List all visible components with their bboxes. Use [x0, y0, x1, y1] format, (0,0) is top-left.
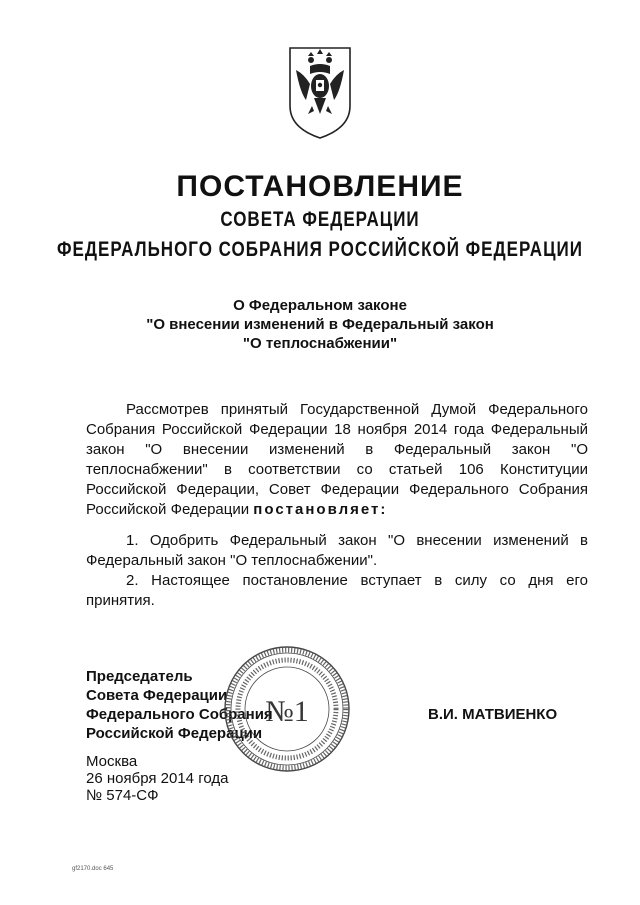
intro-text: Рассмотрев принятый Государственной Думой Федерального Собрания Российской Федерации 18 ноября 2014 года Федеральный закон "О внесении изменений в Федеральный закон "О теплоснабжении" в соответствии со статьей 106 Конституции Российской Федерации, Совет Федерации Федерального Собрания Российской Федерации — [86, 401, 588, 518]
signatory-line-1: Председатель — [86, 668, 193, 685]
file-code: gf2170.doc 645 — [72, 866, 114, 872]
intro-paragraph — [86, 400, 588, 520]
law-title — [0, 296, 640, 353]
official-stamp-icon — [222, 644, 352, 774]
document-title: ПОСТАНОВЛЕНИЕ — [176, 170, 464, 203]
decision-item-2: 2. Настоящее постановление вступает в силу со дня его принятия. — [86, 572, 588, 609]
law-title-line-1: О Федеральном законе — [233, 297, 407, 314]
document-number: № 574-СФ — [86, 787, 159, 804]
signatory-line-2: Совета Федерации — [86, 687, 228, 704]
decision-item-1: 1. Одобрить Федеральный закон "О внесении изменений в Федеральный закон "О теплоснабжении". — [86, 532, 588, 569]
law-title-line-2: "О внесении изменений в Федеральный закон — [146, 316, 494, 333]
coat-of-arms-icon — [286, 44, 354, 142]
signatory-line-3: Федерального Собрания — [86, 706, 273, 723]
issuer-line-2: ФЕДЕРАЛЬНОГО СОБРАНИЯ РОССИЙСКОЙ ФЕДЕРАЦИИ — [57, 237, 583, 261]
signatory-line-4: Российской Федерации — [86, 725, 263, 742]
stamp-number: №1 — [265, 695, 309, 728]
signatory-name: В.И. МАТВИЕНКО — [428, 706, 558, 723]
decree-word: постановляет: — [253, 501, 388, 518]
date: 26 ноября 2014 года — [86, 770, 229, 787]
city: Москва — [86, 753, 138, 770]
place-and-date — [86, 753, 228, 804]
law-title-line-3: "О теплоснабжении" — [242, 335, 398, 352]
issuer-line-1: СОВЕТА ФЕДЕРАЦИИ — [220, 207, 420, 231]
